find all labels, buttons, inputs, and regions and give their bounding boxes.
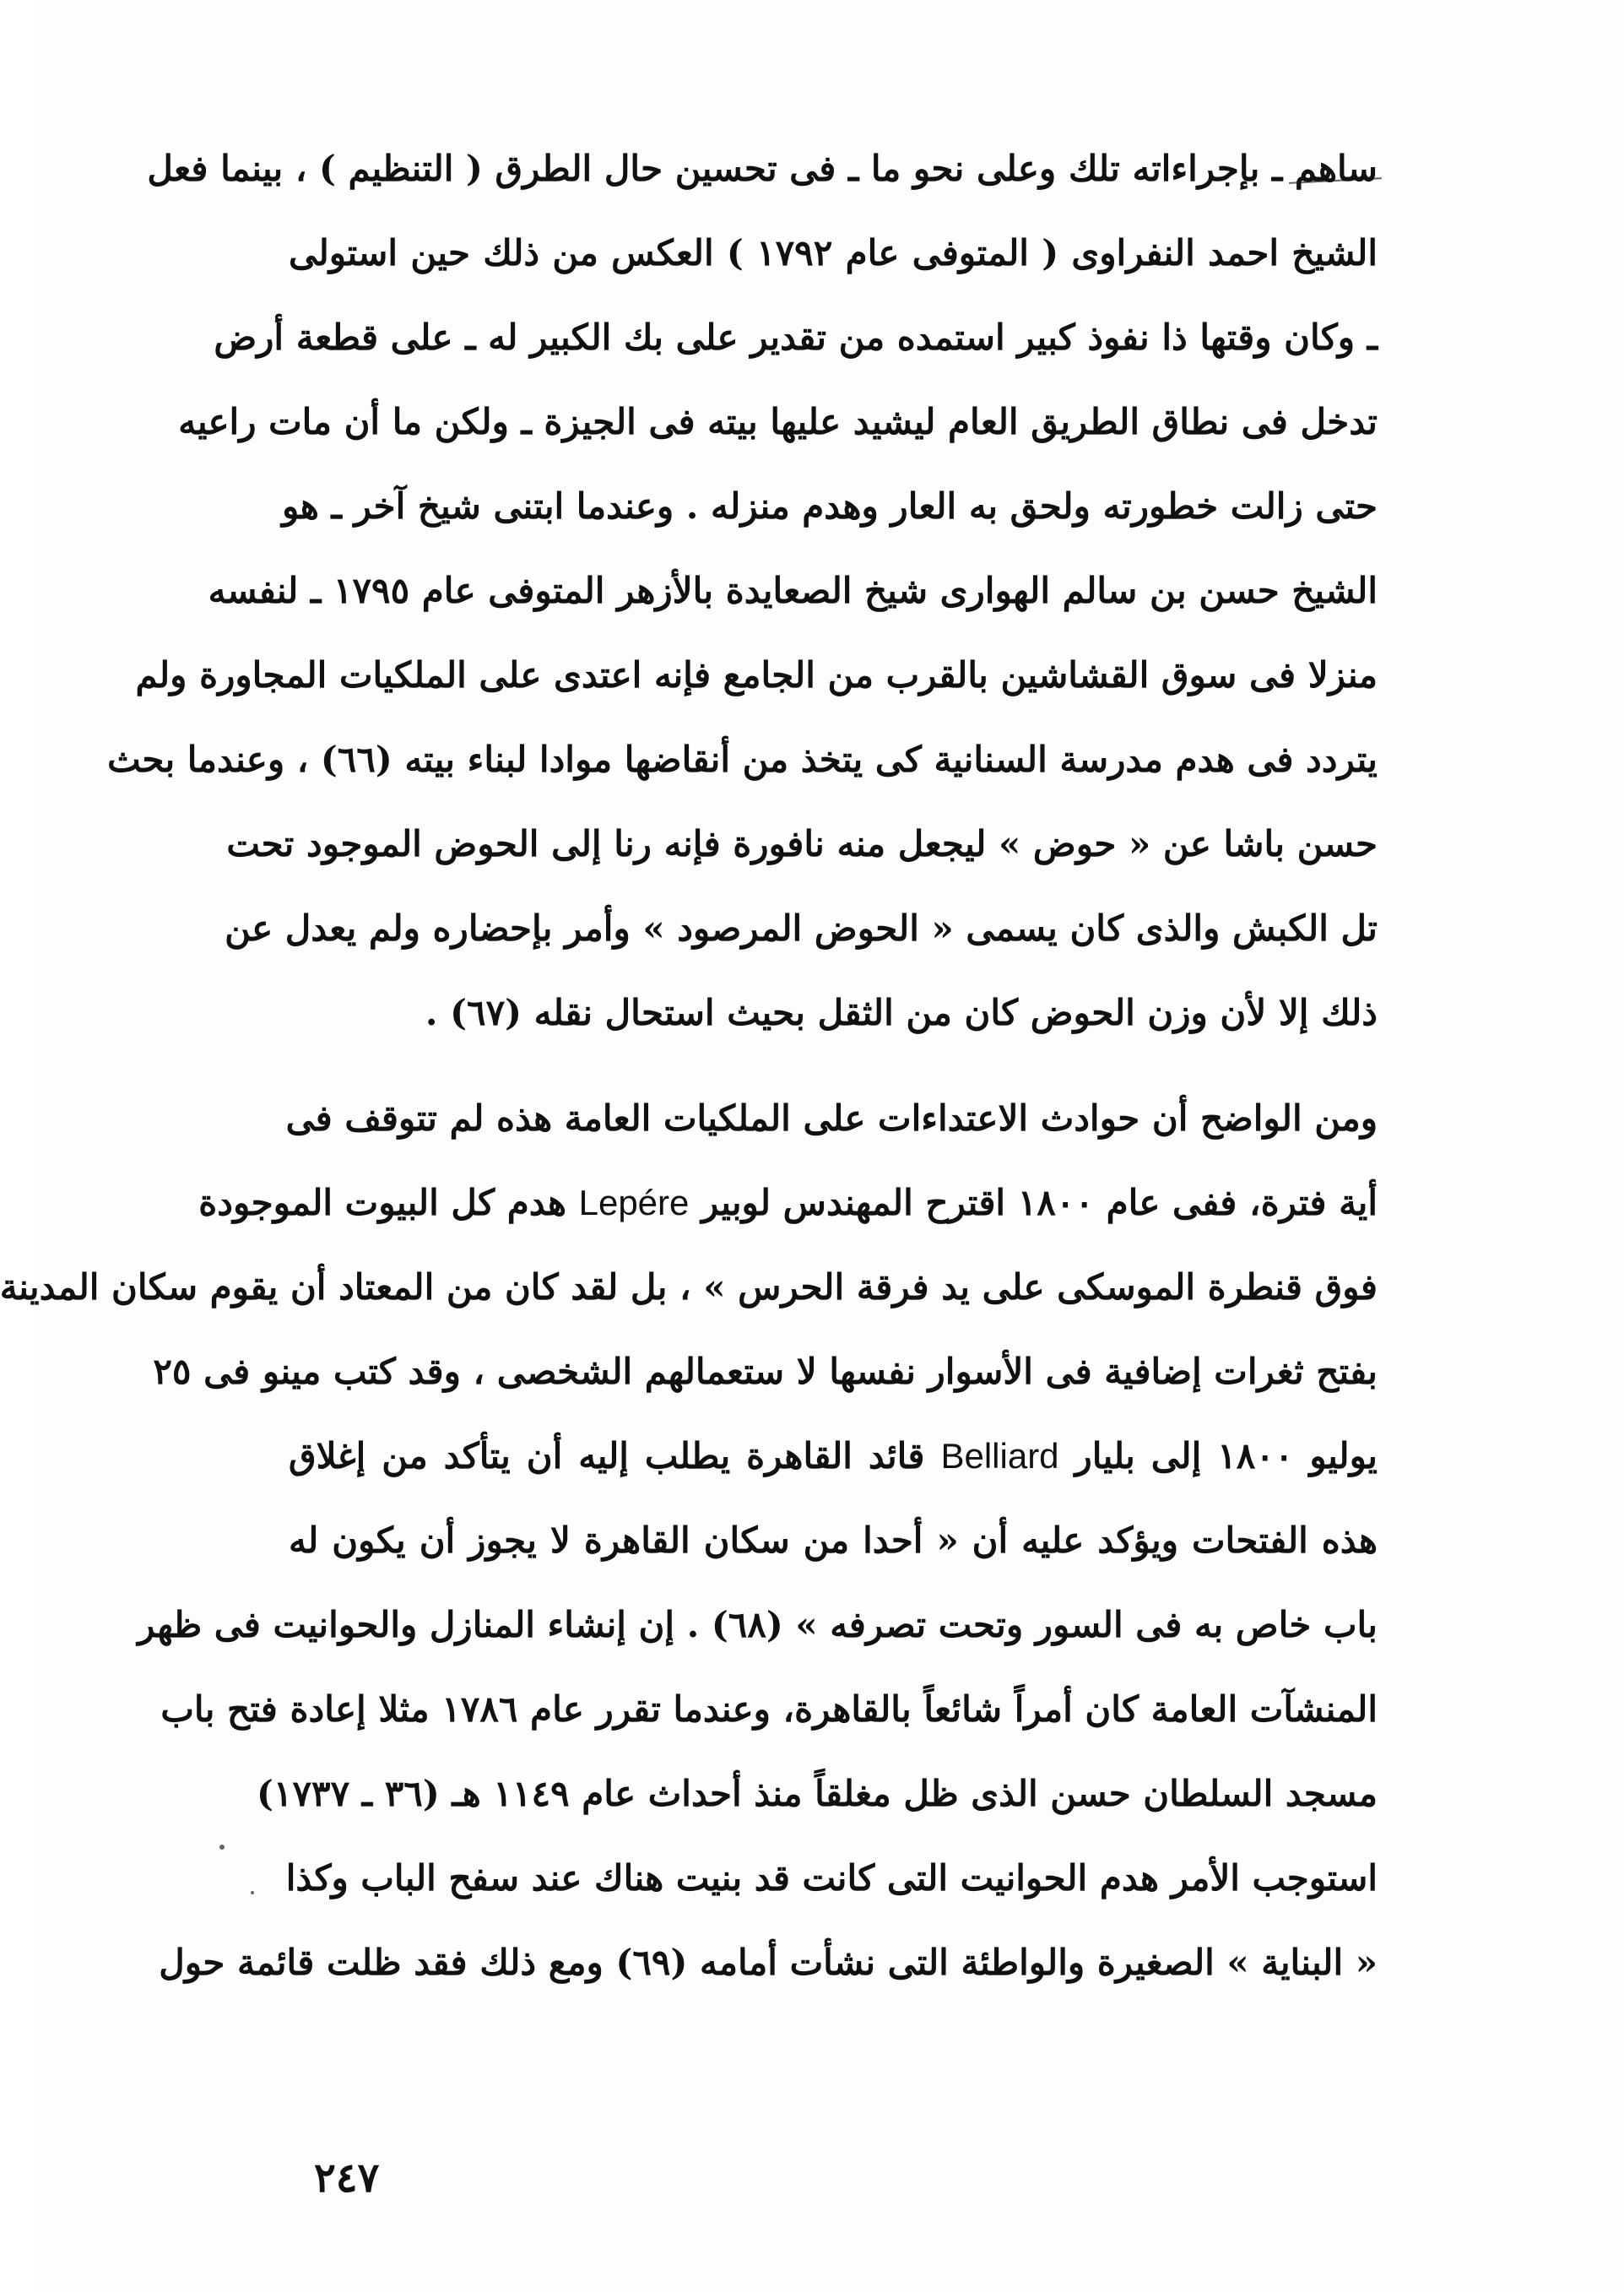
text-line: مسجد السلطان حسن الذى ظل مغلقاً منذ أحداث عام ١١٤٩ هـ (٣٦ ـ ١٧٣٧) [257, 1773, 1378, 1814]
text-line: الشيخ احمد النفراوى ( المتوفى عام ١٧٩٢ ) العكس من ذلك حين استولى [289, 232, 1378, 274]
page-number: ٢٤٧ [314, 2154, 380, 2202]
text-segment: قائد القاهرة يطلب إليه أن يتأكد من إغلاق [289, 1435, 925, 1477]
text-line: تدخل فى نطاق الطريق العام ليشيد عليها بيته فى الجيزة ـ ولكن ما أن مات راعيه [178, 401, 1378, 442]
text-line: الشيخ حسن بن سالم الهوارى شيخ الصعايدة بالأزهر المتوفى عام ١٧٩٥ ـ لنفسه [208, 570, 1378, 611]
text-line: باب خاص به فى السور وتحت تصرفه » (٦٨) . إن إنشاء المنازل والحوانيت فى ظهر [138, 1604, 1378, 1645]
scan-speck [251, 1891, 254, 1894]
paragraph-2 [0, 1076, 1378, 2005]
text-segment: هدم كل البيوت الموجودة [198, 1182, 566, 1223]
paragraph-1 [107, 127, 1378, 1055]
text-line: حسن باشا عن « حوض » ليجعل منه نافورة فإنه رنا إلى الحوض الموجود تحت [226, 823, 1378, 864]
text-line: هذه الفتحات ويؤكد عليه أن « أحدا من سكان القاهرة لا يجوز أن يكون له [289, 1520, 1378, 1561]
text-line: ومن الواضح أن حوادث الاعتداءات على الملكيات العامة هذه لم تتوقف فى [285, 1097, 1378, 1139]
text-line: ساهم ـ بإجراءاته تلك وعلى نحو ما ـ فى تحسين حال الطرق ( التنظيم ) ، بينما فعل [147, 148, 1378, 189]
text-line: حتى زالت خطورته ولحق به العار وهدم منزله . وعندما ابتنى شيخ آخر ـ هو [282, 485, 1378, 527]
text-line: ذلك إلا لأن وزن الحوض كان من الثقل بحيث استحال نقله (٦٧) . [425, 992, 1378, 1033]
text-segment: أية فترة، ففى عام ١٨٠٠ اقترح المهندس لوبير [701, 1182, 1378, 1223]
text-line: تل الكبش والذى كان يسمى « الحوض المرصود » وأمر بإحضاره ولم يعدل عن [225, 908, 1378, 949]
text-line: « البناية » الصغيرة والواطئة التى نشأت أمامه (٦٩) ومع ذلك فقد ظلت قائمة حول [159, 1942, 1378, 1983]
text-line: استوجب الأمر هدم الحوانيت التى كانت قد بنيت هناك عند سفح الباب وكذا [285, 1857, 1378, 1899]
text-line: ـ وكان وقتها ذا نفوذ كبير استمده من تقدير على بك الكبير له ـ على قطعة أرض [214, 317, 1378, 358]
text-line: بفتح ثغرات إضافية فى الأسوار نفسها لا ستعمالهم الشخصى ، وقد كتب مينو فى ٢٥ [153, 1351, 1378, 1392]
text-line: منزلا فى سوق القشاشين بالقرب من الجامع فإنه اعتدى على الملكيات المجاورة ولم [135, 654, 1378, 696]
latin-name: Lepére [578, 1183, 690, 1222]
text-segment: يوليو ١٨٠٠ إلى بليار [1075, 1435, 1378, 1477]
latin-name: Belliard [940, 1436, 1059, 1476]
text-line: المنشآت العامة كان أمراً شائعاً بالقاهرة، وعندما تقرر عام ١٧٨٦ مثلا إعادة فتح باب [160, 1688, 1378, 1730]
text-line [289, 1414, 1378, 1498]
text-line: فوق قنطرة الموسكى على يد فرقة الحرس » ، بل لقد كان من المعتاد أن يقوم سكان المدينة [0, 1266, 1378, 1308]
text-line [198, 1161, 1378, 1245]
scan-speck [219, 1845, 225, 1850]
text-line: يتردد فى هدم مدرسة السنانية كى يتخذ من أنقاضها موادا لبناء بيته (٦٦) ، وعندما بحث [107, 739, 1378, 780]
